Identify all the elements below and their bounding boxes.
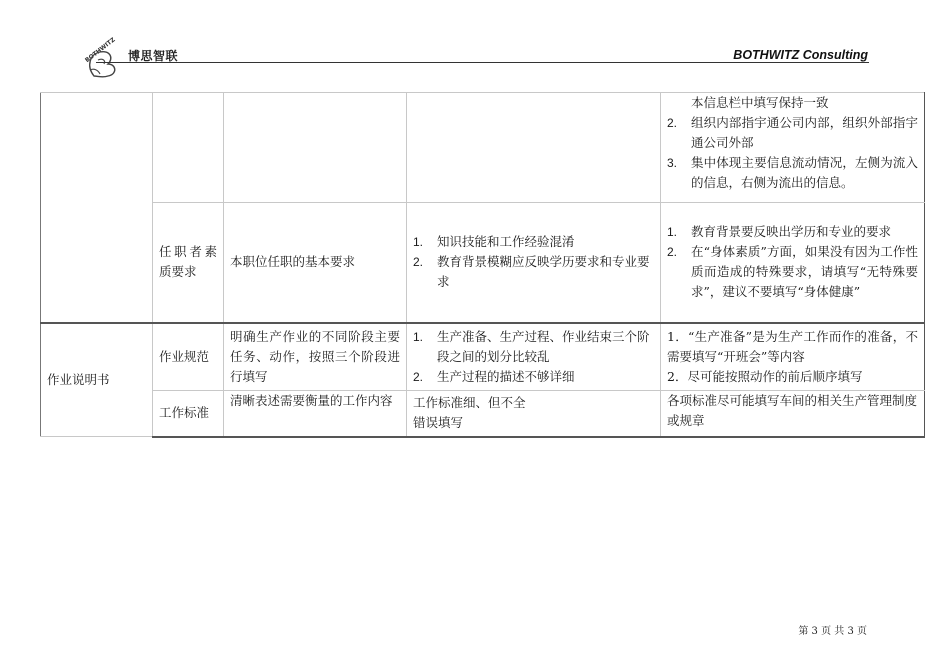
page-number: 第 3 页 共 3 页 — [798, 626, 867, 637]
list-item: 1. 生产准备、生产过程、作业结束三个阶段之间的划分比较乱 — [413, 328, 650, 364]
suggestion-cell: 各项标准尽可能填写车间的相关生产管理制度或规章 — [661, 391, 925, 437]
issue-cell-empty — [407, 93, 661, 203]
suggestion-cell — [661, 203, 925, 323]
suggestion-line: 1．“生产准备”是为生产工作而作的准备，不需要填写“开班会”等内容 — [667, 328, 918, 364]
list-item: 1. 知识技能和工作经验混淆 — [413, 234, 575, 250]
requirement-cell: 本职位任职的基本要求 — [224, 203, 407, 323]
list-item: 1. 教育背景要反映出学历和专业的要求 — [667, 224, 892, 240]
brand-name: 博思智联 — [128, 49, 179, 63]
table-row — [41, 323, 925, 391]
list-item: 2. 组织内部指宇通公司内部，组织外部指宇通公司外部 — [667, 115, 918, 150]
requirement-cell-empty — [224, 93, 407, 203]
job-description-review-table — [40, 92, 925, 438]
suggestion-cell — [661, 323, 925, 391]
section-cell: 作业说明书 — [41, 323, 153, 437]
issue-line: 错误填写 — [413, 415, 464, 431]
company-logo — [80, 36, 126, 80]
logo-text: BOTHWITZ — [83, 36, 117, 65]
item-cell: 任职者素质要求 — [153, 203, 224, 323]
list-item: 2. 教育背景模糊应反映学历要求和专业要求 — [413, 254, 650, 290]
suggestion-continuation: 本信息栏中填写保持一致 — [691, 95, 829, 110]
section-cell-empty — [41, 93, 153, 323]
suggestion-line: 2．尽可能按照动作的前后顺序填写 — [667, 368, 863, 384]
suggestion-cell — [661, 93, 925, 203]
issue-cell — [407, 203, 661, 323]
header-rule — [96, 62, 869, 63]
issue-cell — [407, 391, 661, 437]
table-row — [41, 391, 925, 437]
company-name: BOTHWITZ Consulting — [733, 48, 868, 62]
issue-cell — [407, 323, 661, 391]
item-cell-empty — [153, 93, 224, 203]
list-item: 3. 集中体现主要信息流动情况，左侧为流入的信息，右侧为流出的信息。 — [667, 155, 918, 190]
requirement-cell: 清晰表述需要衡量的工作内容 — [224, 391, 407, 437]
item-cell: 工作标准 — [153, 391, 224, 437]
list-item: 2. 生产过程的描述不够详细 — [413, 368, 575, 384]
table-row — [41, 93, 925, 203]
item-cell: 作业规范 — [153, 323, 224, 391]
table-row — [41, 203, 925, 323]
list-item: 2. 在“身体素质”方面，如果没有因为工作性质而造成的特殊要求，请填写“无特殊要求”，建议不要填写“身体健康” — [667, 244, 918, 300]
requirement-cell: 明确生产作业的不同阶段主要任务、动作，按照三个阶段进行填写 — [224, 323, 407, 391]
issue-line: 工作标准细、但不全 — [413, 395, 526, 411]
